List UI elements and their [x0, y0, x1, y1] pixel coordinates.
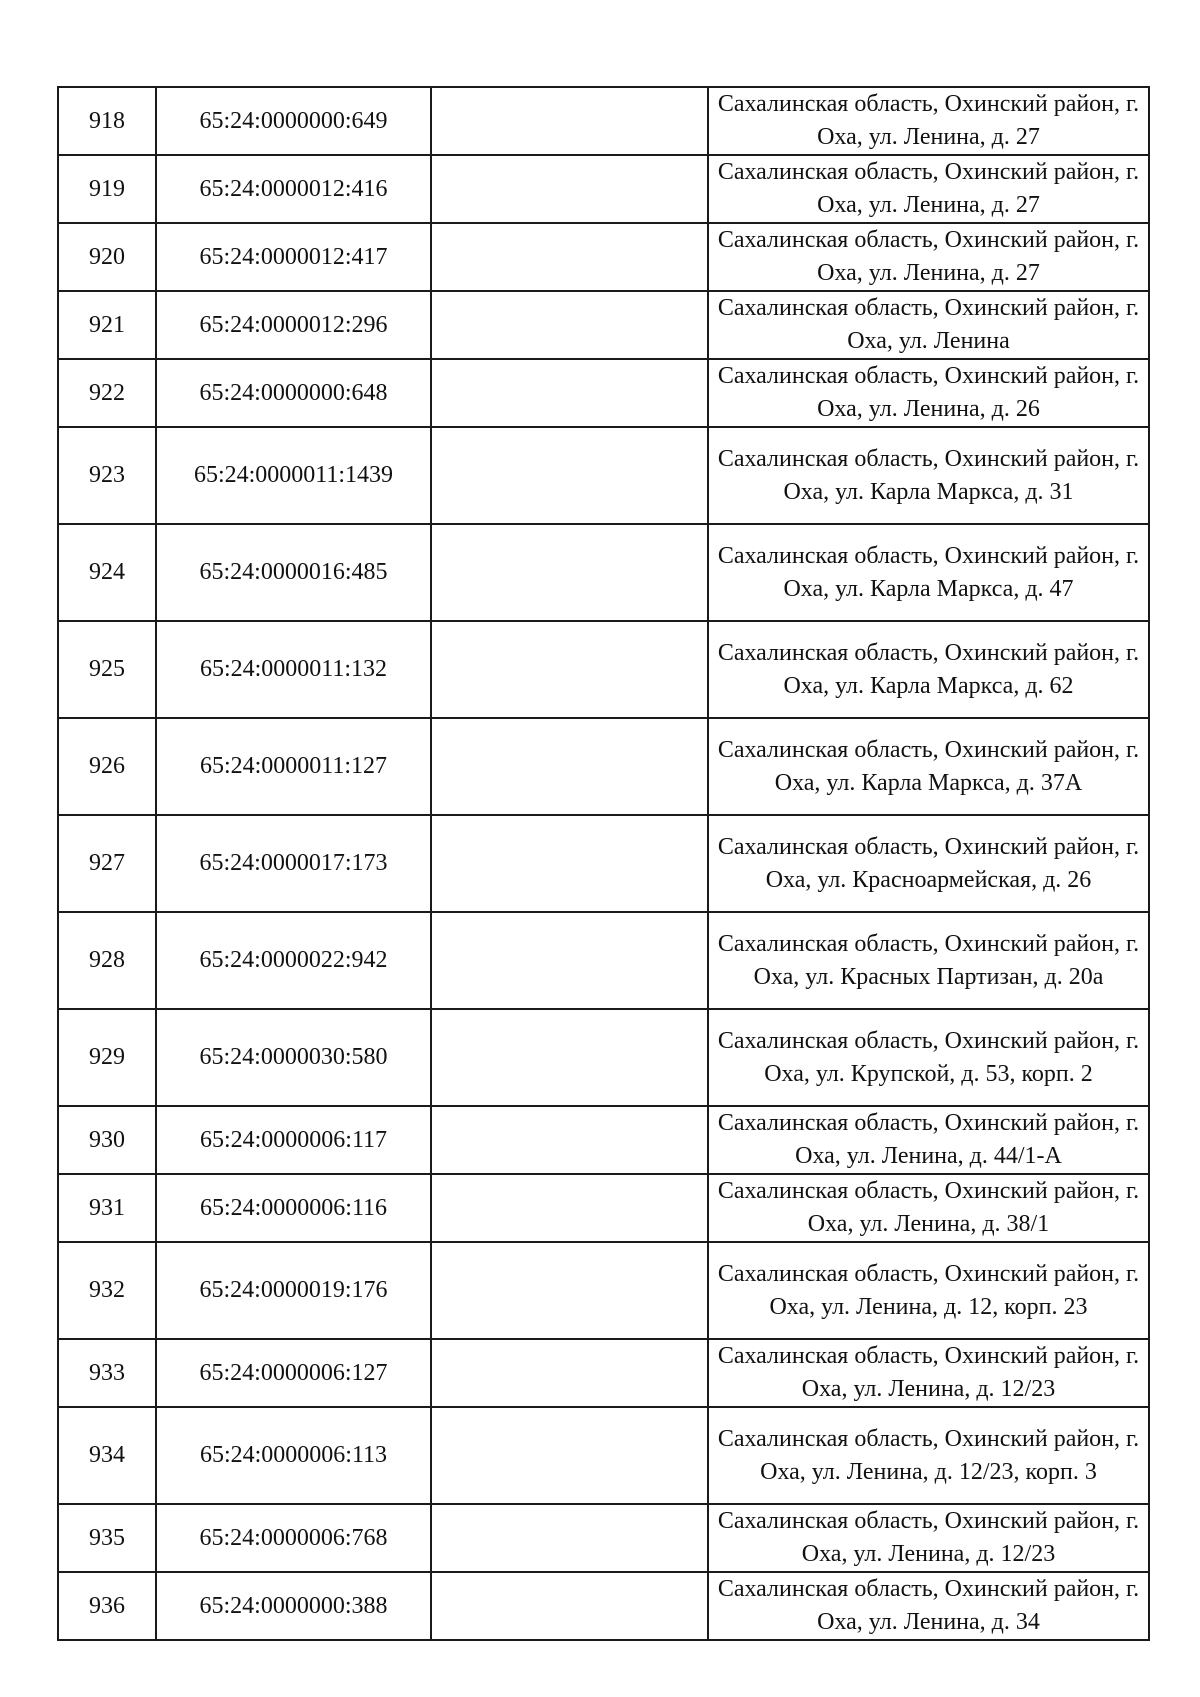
cadastral-number: 65:24:0000000:388	[156, 1572, 431, 1640]
row-number: 920	[58, 223, 156, 291]
cadastral-number: 65:24:0000011:127	[156, 718, 431, 815]
table-row	[58, 1242, 1149, 1339]
address: Сахалинская область, Охинский район, г. Оха, ул. Красных Партизан, д. 20а	[708, 912, 1149, 1009]
empty-cell	[431, 1106, 708, 1174]
cadastral-number: 65:24:0000006:113	[156, 1407, 431, 1504]
address: Сахалинская область, Охинский район, г. Оха, ул. Крупской, д. 53, корп. 2	[708, 1009, 1149, 1106]
address: Сахалинская область, Охинский район, г. Оха, ул. Ленина, д. 27	[708, 223, 1149, 291]
row-number: 927	[58, 815, 156, 912]
cadastral-number: 65:24:0000019:176	[156, 1242, 431, 1339]
empty-cell	[431, 912, 708, 1009]
table-row	[58, 1504, 1149, 1572]
empty-cell	[431, 718, 708, 815]
row-number: 921	[58, 291, 156, 359]
address: Сахалинская область, Охинский район, г. Оха, ул. Ленина, д. 27	[708, 155, 1149, 223]
address: Сахалинская область, Охинский район, г. Оха, ул. Ленина, д. 38/1	[708, 1174, 1149, 1242]
empty-cell	[431, 223, 708, 291]
row-number: 925	[58, 621, 156, 718]
table-row	[58, 1572, 1149, 1640]
table-row	[58, 223, 1149, 291]
registry-table-body	[58, 87, 1149, 1640]
cadastral-number: 65:24:0000011:1439	[156, 427, 431, 524]
empty-cell	[431, 621, 708, 718]
address: Сахалинская область, Охинский район, г. Оха, ул. Карла Маркса, д. 37А	[708, 718, 1149, 815]
table-row	[58, 1407, 1149, 1504]
empty-cell	[431, 1242, 708, 1339]
table-row	[58, 718, 1149, 815]
address: Сахалинская область, Охинский район, г. Оха, ул. Карла Маркса, д. 31	[708, 427, 1149, 524]
address: Сахалинская область, Охинский район, г. Оха, ул. Ленина, д. 12, корп. 23	[708, 1242, 1149, 1339]
address: Сахалинская область, Охинский район, г. Оха, ул. Ленина, д. 34	[708, 1572, 1149, 1640]
empty-cell	[431, 815, 708, 912]
empty-cell	[431, 427, 708, 524]
table-row	[58, 1009, 1149, 1106]
table-row	[58, 427, 1149, 524]
empty-cell	[431, 359, 708, 427]
row-number: 928	[58, 912, 156, 1009]
empty-cell	[431, 291, 708, 359]
cadastral-number: 65:24:0000000:649	[156, 87, 431, 155]
row-number: 936	[58, 1572, 156, 1640]
table-row	[58, 291, 1149, 359]
cadastral-number: 65:24:0000012:296	[156, 291, 431, 359]
empty-cell	[431, 1407, 708, 1504]
table-row	[58, 1174, 1149, 1242]
table-row	[58, 155, 1149, 223]
row-number: 933	[58, 1339, 156, 1407]
address: Сахалинская область, Охинский район, г. Оха, ул. Красноармейская, д. 26	[708, 815, 1149, 912]
empty-cell	[431, 1009, 708, 1106]
table-row	[58, 1339, 1149, 1407]
empty-cell	[431, 1174, 708, 1242]
table-row	[58, 912, 1149, 1009]
table-row	[58, 815, 1149, 912]
cadastral-number: 65:24:0000000:648	[156, 359, 431, 427]
table-row	[58, 621, 1149, 718]
address: Сахалинская область, Охинский район, г. Оха, ул. Ленина, д. 12/23	[708, 1339, 1149, 1407]
cadastral-number: 65:24:0000012:417	[156, 223, 431, 291]
row-number: 931	[58, 1174, 156, 1242]
address: Сахалинская область, Охинский район, г. Оха, ул. Ленина, д. 12/23, корп. 3	[708, 1407, 1149, 1504]
address: Сахалинская область, Охинский район, г. Оха, ул. Ленина, д. 44/1-А	[708, 1106, 1149, 1174]
row-number: 929	[58, 1009, 156, 1106]
row-number: 930	[58, 1106, 156, 1174]
row-number: 922	[58, 359, 156, 427]
row-number: 935	[58, 1504, 156, 1572]
row-number: 919	[58, 155, 156, 223]
table-row	[58, 1106, 1149, 1174]
empty-cell	[431, 1504, 708, 1572]
table-row	[58, 524, 1149, 621]
empty-cell	[431, 1339, 708, 1407]
empty-cell	[431, 524, 708, 621]
row-number: 924	[58, 524, 156, 621]
address: Сахалинская область, Охинский район, г. Оха, ул. Ленина, д. 27	[708, 87, 1149, 155]
cadastral-number: 65:24:0000030:580	[156, 1009, 431, 1106]
address: Сахалинская область, Охинский район, г. Оха, ул. Ленина, д. 12/23	[708, 1504, 1149, 1572]
cadastral-number: 65:24:0000006:116	[156, 1174, 431, 1242]
table-row	[58, 359, 1149, 427]
cadastral-number: 65:24:0000022:942	[156, 912, 431, 1009]
row-number: 923	[58, 427, 156, 524]
cadastral-number: 65:24:0000006:768	[156, 1504, 431, 1572]
cadastral-number: 65:24:0000011:132	[156, 621, 431, 718]
address: Сахалинская область, Охинский район, г. Оха, ул. Карла Маркса, д. 47	[708, 524, 1149, 621]
cadastral-number: 65:24:0000006:127	[156, 1339, 431, 1407]
empty-cell	[431, 1572, 708, 1640]
registry-table	[57, 86, 1150, 1641]
table-row	[58, 87, 1149, 155]
address: Сахалинская область, Охинский район, г. Оха, ул. Карла Маркса, д. 62	[708, 621, 1149, 718]
row-number: 926	[58, 718, 156, 815]
empty-cell	[431, 155, 708, 223]
address: Сахалинская область, Охинский район, г. Оха, ул. Ленина, д. 26	[708, 359, 1149, 427]
row-number: 932	[58, 1242, 156, 1339]
cadastral-number: 65:24:0000016:485	[156, 524, 431, 621]
row-number: 918	[58, 87, 156, 155]
address: Сахалинская область, Охинский район, г. Оха, ул. Ленина	[708, 291, 1149, 359]
cadastral-number: 65:24:0000017:173	[156, 815, 431, 912]
empty-cell	[431, 87, 708, 155]
row-number: 934	[58, 1407, 156, 1504]
cadastral-number: 65:24:0000006:117	[156, 1106, 431, 1174]
cadastral-number: 65:24:0000012:416	[156, 155, 431, 223]
